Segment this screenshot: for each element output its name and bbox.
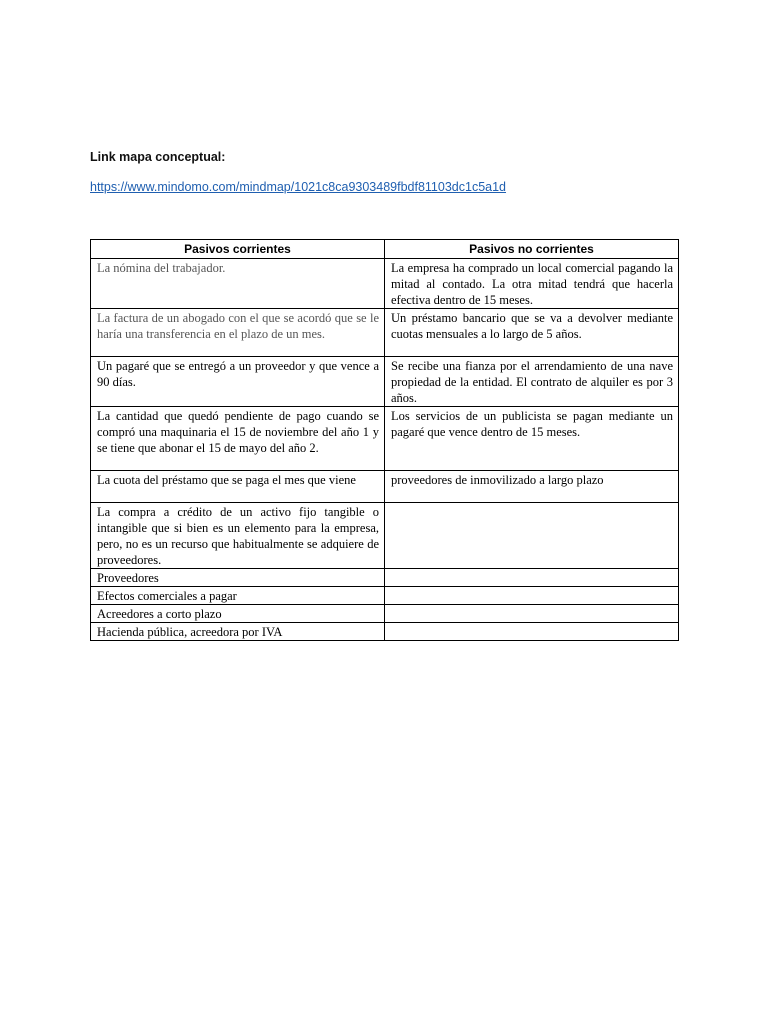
current-cell: La cantidad que quedó pendiente de pago cuando se compró una maquinaria el 15 de noviembre del año 1 y se tiene que abonar el 15 de mayo del año 2. bbox=[91, 407, 385, 471]
table-row bbox=[91, 259, 679, 309]
non-current-cell bbox=[385, 587, 679, 605]
table-header-row bbox=[91, 240, 679, 259]
current-cell: Efectos comerciales a pagar bbox=[91, 587, 385, 605]
non-current-cell bbox=[385, 605, 679, 623]
current-cell: Proveedores bbox=[91, 569, 385, 587]
table-row bbox=[91, 471, 679, 503]
current-cell: La compra a crédito de un activo fijo tangible o intangible que si bien es un elemento para la empresa, pero, no es un recurso que habitualmente se adquiere de proveedores. bbox=[91, 503, 385, 569]
non-current-cell bbox=[385, 569, 679, 587]
current-cell: La nómina del trabajador. bbox=[91, 259, 385, 309]
non-current-cell: La empresa ha comprado un local comercial pagando la mitad al contado. La otra mitad tendrá que hacerla efectiva dentro de 15 meses. bbox=[385, 259, 679, 309]
non-current-cell: Un préstamo bancario que se va a devolver mediante cuotas mensuales a lo largo de 5 años. bbox=[385, 309, 679, 357]
table-row bbox=[91, 503, 679, 569]
non-current-cell bbox=[385, 503, 679, 569]
non-current-cell: Los servicios de un publicista se pagan mediante un pagaré que vence dentro de 15 meses. bbox=[385, 407, 679, 471]
table-row bbox=[91, 587, 679, 605]
non-current-cell: proveedores de inmovilizado a largo plazo bbox=[385, 471, 679, 503]
table-row bbox=[91, 605, 679, 623]
table-row bbox=[91, 309, 679, 357]
table-row bbox=[91, 623, 679, 641]
non-current-cell: Se recibe una fianza por el arrendamiento de una nave propiedad de la entidad. El contrato de alquiler es por 3 años. bbox=[385, 357, 679, 407]
page-heading: Link mapa conceptual: bbox=[90, 150, 226, 164]
current-cell: Acreedores a corto plazo bbox=[91, 605, 385, 623]
current-cell: La cuota del préstamo que se paga el mes que viene bbox=[91, 471, 385, 503]
mindmap-link[interactable]: https://www.mindomo.com/mindmap/1021c8ca9303489fbdf81103dc1c5a1d bbox=[90, 180, 507, 194]
header-non-current-liabilities: Pasivos no corrientes bbox=[385, 240, 679, 259]
header-current-liabilities: Pasivos corrientes bbox=[91, 240, 385, 259]
non-current-cell bbox=[385, 623, 679, 641]
current-cell: Hacienda pública, acreedora por IVA bbox=[91, 623, 385, 641]
table-row bbox=[91, 569, 679, 587]
current-cell: La factura de un abogado con el que se acordó que se le haría una transferencia en el plazo de un mes. bbox=[91, 309, 385, 357]
current-cell: Un pagaré que se entregó a un proveedor y que vence a 90 días. bbox=[91, 357, 385, 407]
table-row bbox=[91, 357, 679, 407]
liabilities-table bbox=[90, 239, 679, 641]
table-row bbox=[91, 407, 679, 471]
